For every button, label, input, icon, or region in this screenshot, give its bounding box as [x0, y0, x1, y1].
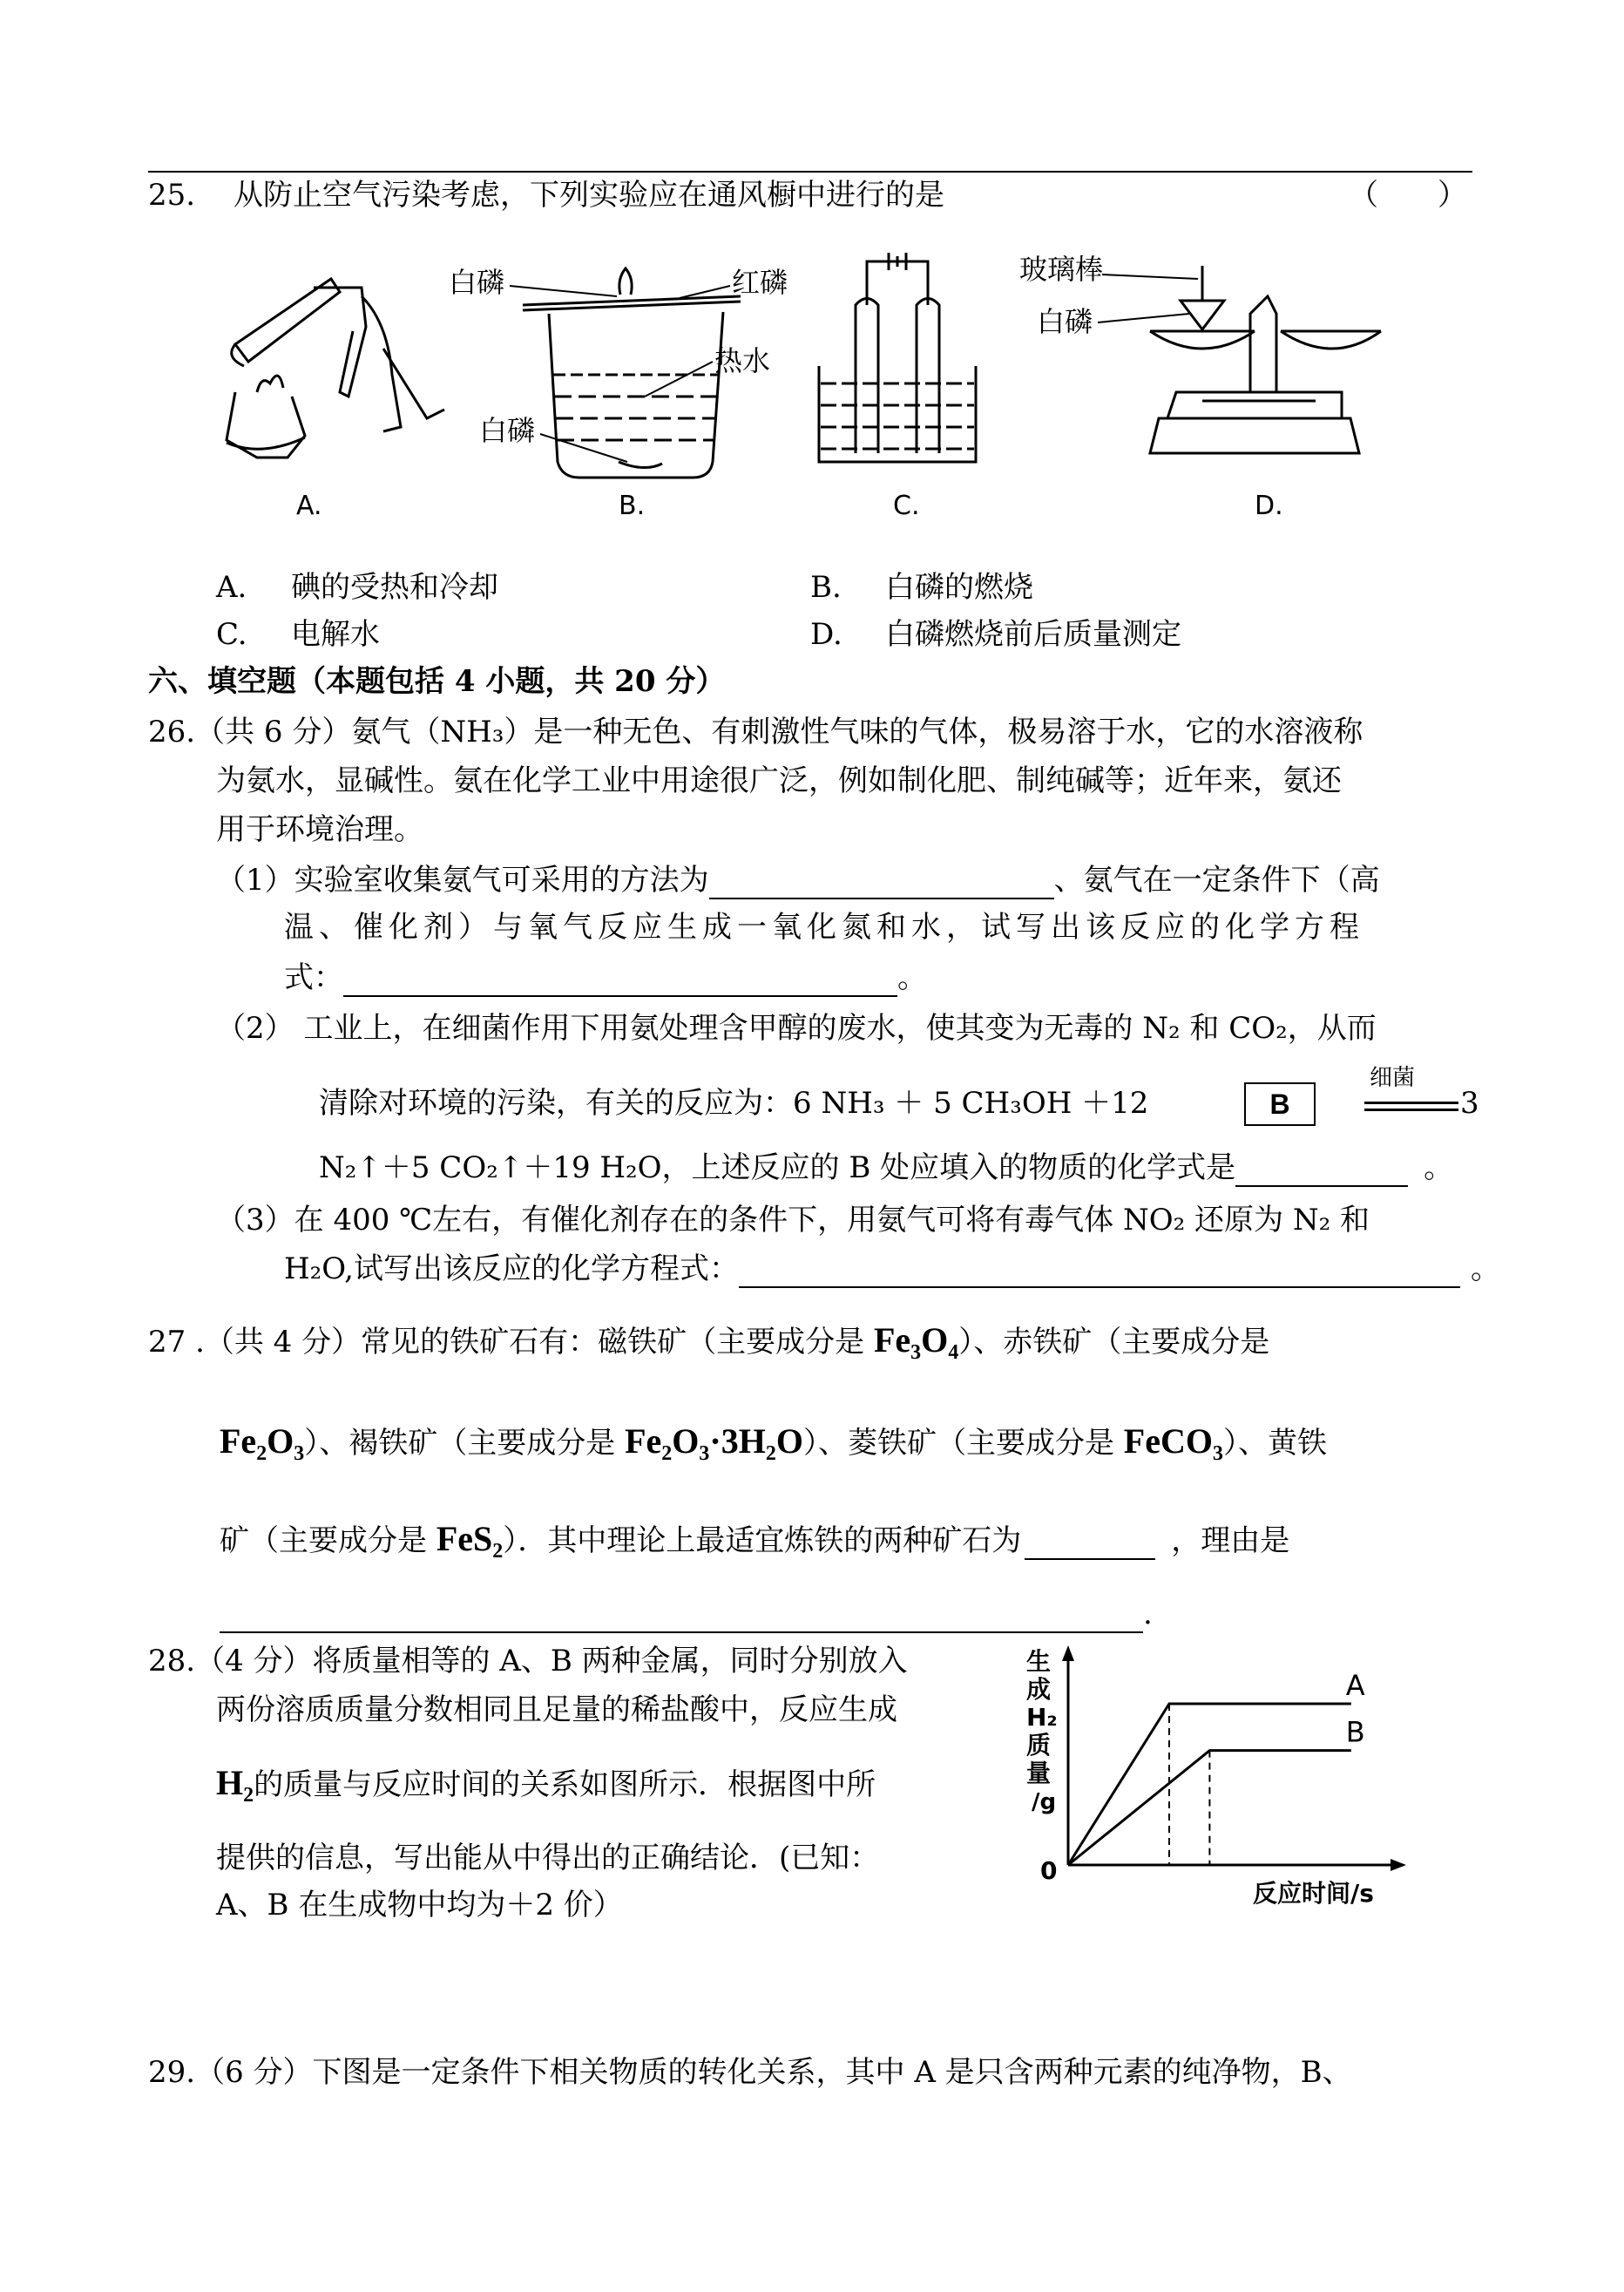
- section-heading: 六、填空题（本题包括 4 小题，共 20 分）: [148, 664, 726, 699]
- q25-option-d-letter: D.: [810, 617, 842, 652]
- q26-line3: 用于环境治理。: [216, 812, 423, 847]
- q26-part1-end: 。: [897, 960, 927, 995]
- q27-line1: [148, 1321, 1269, 1361]
- chart-marks: [1068, 1669, 1365, 1865]
- label-glass-rod: 玻璃棒: [1019, 253, 1104, 286]
- q29-line1: 29.（6 分）下图是一定条件下相关物质的转化关系，其中 A 是只含两种元素的纯净物，B、: [148, 2055, 1352, 2090]
- q27-text-2c: ）、黄铁: [1222, 1426, 1327, 1461]
- q25-option-d-text: 白磷燃烧前后质量测定: [885, 617, 1181, 652]
- q27-text-2b: ）、菱铁矿（主要成分是: [802, 1426, 1124, 1461]
- q26-reaction-arrow-line1: [1364, 1102, 1458, 1104]
- q26-part1-line3: [284, 959, 927, 997]
- q26-part3-text-b: H₂O,试写出该反应的化学方程式：: [284, 1251, 739, 1286]
- apparatus-figure: [209, 244, 1429, 540]
- figure-b-phosphorus-beaker: [523, 268, 741, 478]
- q28-line1: 28.（4 分）将质量相等的 A、B 两种金属，同时分别放入: [148, 1644, 908, 1678]
- q26-part2-line2: 清除对环境的污染，有关的反应为：6 NH₃ ＋ 5 CH₃OH ＋12: [319, 1086, 1149, 1121]
- q27-line4: [220, 1595, 1153, 1633]
- q25-option-a-text: 碘的受热和冷却: [291, 570, 498, 605]
- q25-option-c-text: 电解水: [291, 617, 380, 652]
- label-white-phosphorus-top: 白磷: [449, 266, 505, 299]
- q26-part2-line3: [319, 1149, 1453, 1187]
- q26-blank-substance-b[interactable]: [1235, 1156, 1408, 1187]
- y-axis-label-2: 成: [1026, 1675, 1052, 1704]
- series-label-b: B: [1345, 1715, 1365, 1749]
- q27-text-1b: ）、赤铁矿（主要成分是: [958, 1325, 1270, 1360]
- q26-line2: 为氨水，显碱性。氨在化学工业中用途很广泛，例如制化肥、制纯碱等；近年来，氨还: [216, 763, 1342, 798]
- q27-line4-end: .: [1143, 1597, 1153, 1631]
- y-axis-label-3: H₂: [1026, 1703, 1058, 1732]
- q26-blank-collection-method[interactable]: [709, 868, 1054, 899]
- q27-formula-fe2o3-3h2o: Fe₂O₃·3H₂O: [625, 1421, 803, 1461]
- q27-formula-fe3o4: Fe₃O₄: [873, 1320, 959, 1360]
- y-axis-label-5: 量: [1026, 1759, 1052, 1787]
- figure-c-water-electrolysis: [819, 253, 976, 462]
- q28-line4: 提供的信息，写出能从中得出的正确结论．(已知：: [216, 1841, 880, 1875]
- q25-option-a-letter: A.: [216, 570, 247, 605]
- q25-stem: 从防止空气污染考虑，下列实验应在通风橱中进行的是: [233, 178, 944, 213]
- label-red-phosphorus: 红磷: [732, 266, 788, 299]
- q26-blank-equation-1[interactable]: [343, 966, 897, 997]
- q27-text-3a: 矿（主要成分是: [220, 1523, 436, 1558]
- q27-text-3b: ）．其中理论上最适宜炼铁的两种矿石为: [503, 1523, 1022, 1558]
- y-axis-label-1: 生: [1026, 1647, 1052, 1676]
- q26-blank-equation-3[interactable]: [739, 1257, 1460, 1288]
- q27-text-1a: 27 .（共 4 分）常见的铁矿石有：磁铁矿（主要成分是: [148, 1325, 874, 1360]
- q26-box-b: B: [1244, 1082, 1316, 1126]
- q27-formula-feco3: FeCO₃: [1123, 1421, 1223, 1461]
- top-rule: [148, 171, 1472, 173]
- q26-part1-text-d: 式：: [284, 960, 343, 995]
- figure-label-c: C.: [893, 491, 920, 521]
- series-label-a: A: [1345, 1669, 1365, 1702]
- y-axis-label-4: 质: [1026, 1731, 1052, 1760]
- q26-line1: 26.（共 6 分）氨气（NH₃）是一种无色、有刺激性气味的气体，极易溶于水，它的水溶液称: [148, 715, 1363, 749]
- q26-part3-line1: （3）在 400 ℃左右，有催化剂存在的条件下，用氨气可将有毒气体 NO₂ 还原为 N₂ 和: [216, 1203, 1370, 1238]
- q25-option-c-letter: C.: [216, 617, 247, 652]
- figure-label-a: A.: [296, 491, 322, 521]
- q26-bacteria-label: 细菌: [1370, 1065, 1416, 1091]
- q28-line5: A、B 在生成物中均为＋2 价）: [216, 1888, 623, 1922]
- figure-label-d: D.: [1255, 491, 1283, 521]
- q26-coef-3: 3: [1460, 1086, 1479, 1121]
- q27-formula-fe2o3: Fe₂O₃: [220, 1421, 305, 1461]
- q26-part1-text-a: （1）实验室收集氨气可采用的方法为: [216, 863, 709, 898]
- q28-line3: [216, 1764, 876, 1804]
- q26-part2-end: 。: [1424, 1150, 1454, 1185]
- q27-line2: [220, 1422, 1327, 1462]
- q26-part1-line1: [216, 861, 1380, 899]
- q26-part1-line2: 温、催化剂）与氧气反应生成一氧化氮和水，试写出该反应的化学方程: [284, 910, 1364, 945]
- q25-number: 25.: [148, 178, 196, 213]
- q26-part3-line2: [284, 1250, 1500, 1288]
- y-axis-label-6: /g: [1032, 1789, 1057, 1815]
- q28-h2: H₂: [216, 1763, 254, 1802]
- x-axis-label: 反应时间/s: [1253, 1879, 1374, 1908]
- figure-a-iodine-heating: [227, 279, 444, 458]
- figure-d-balance: [1150, 266, 1381, 453]
- q28-line2: 两份溶质质量分数相同且足量的稀盐酸中，反应生成: [216, 1692, 897, 1727]
- q25-answer-bracket: （ ）: [1349, 178, 1467, 213]
- q26-part1-text-b: 、氨气在一定条件下（高: [1053, 863, 1380, 898]
- figure-label-b: B.: [619, 491, 646, 521]
- q26-part2-text-c: N₂↑＋5 CO₂↑＋19 H₂O，上述反应的 B 处应填入的物质的化学式是: [319, 1150, 1236, 1185]
- x-axis-arrow: [1391, 1859, 1406, 1871]
- q28-chart: [1019, 1638, 1420, 1917]
- label-hot-water: 热水: [714, 344, 771, 377]
- q27-formula-fes2: FeS₂: [436, 1519, 504, 1558]
- label-white-phosphorus-bottom: 白磷: [479, 414, 536, 447]
- q26-part2-line1: （2） 工业上，在细菌作用下用氨处理含甲醇的废水，使其变为无毒的 N₂ 和 CO₂，从而: [216, 1011, 1377, 1046]
- origin-label: 0: [1040, 1856, 1058, 1885]
- q27-blank-ores[interactable]: [1025, 1529, 1155, 1560]
- q27-blank-reason[interactable]: [220, 1602, 1143, 1633]
- q25-option-b-text: 白磷的燃烧: [885, 570, 1033, 605]
- label-white-phosphorus-d: 白磷: [1037, 305, 1093, 338]
- q27-line3: [220, 1520, 1289, 1560]
- q28-text-3: 的质量与反应时间的关系如图所示．根据图中所: [254, 1767, 876, 1802]
- q26-reaction-arrow-line2: [1364, 1109, 1458, 1111]
- y-axis-arrow: [1062, 1645, 1074, 1661]
- q27-text-2a: ）、褐铁矿（主要成分是: [304, 1426, 626, 1461]
- q25-option-b-letter: B.: [810, 570, 842, 605]
- q27-text-3c: ，理由是: [1171, 1523, 1290, 1558]
- q26-part3-end: 。: [1470, 1251, 1500, 1286]
